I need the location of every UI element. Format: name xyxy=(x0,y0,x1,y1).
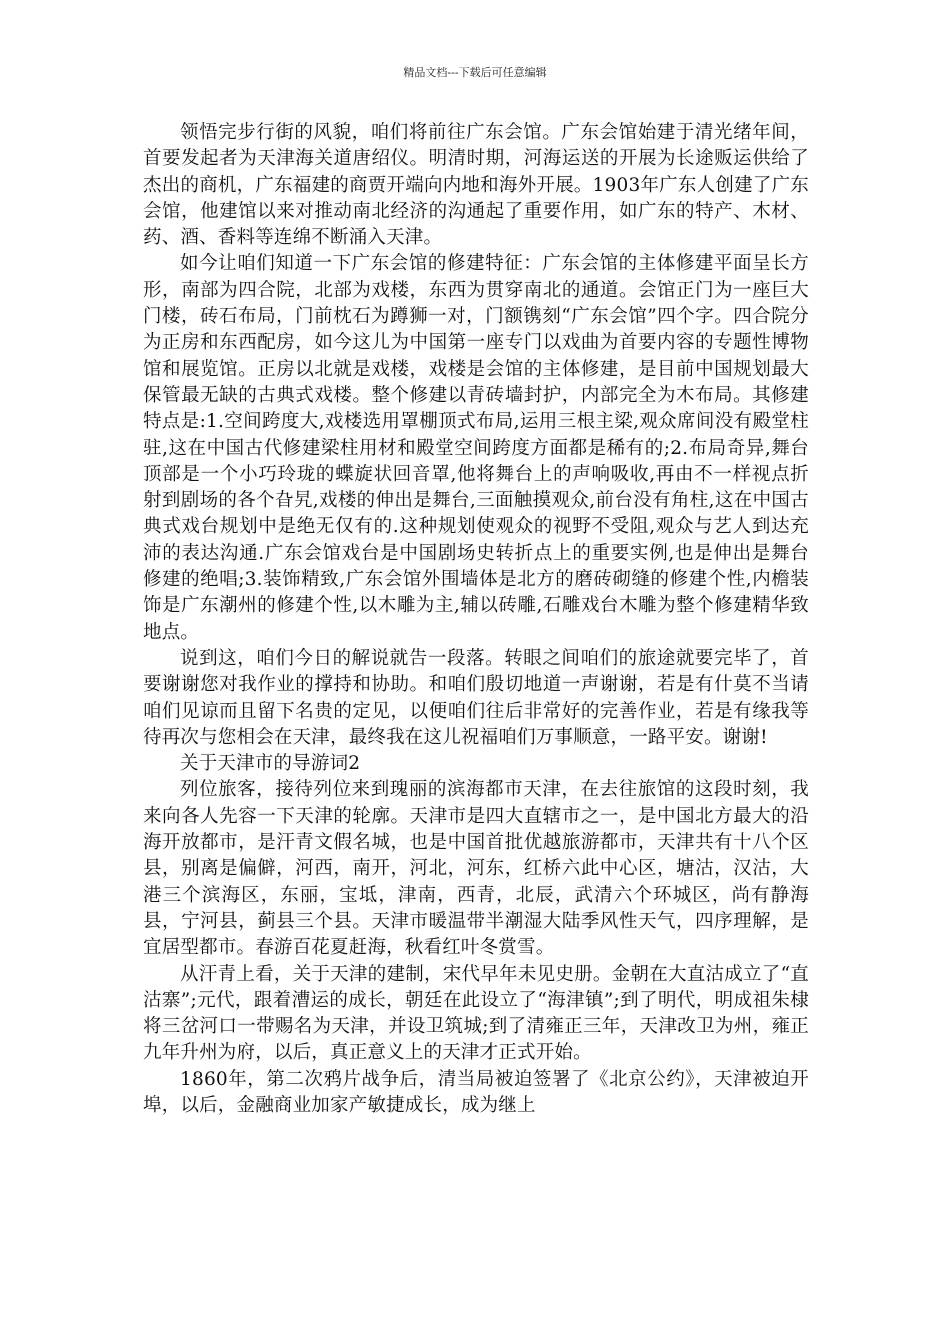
page-header: 精品文档---下载后可任意编辑 xyxy=(403,66,547,79)
document-body xyxy=(143,120,809,1119)
paragraph-guangdong-guild-architecture: 如今让咱们知道一下广东会馆的修建特征：广东会馆的主体修建平面呈长方形，南部为四合院，北部为戏楼，东西为贯穿南北的通道。会馆正门为一座巨大门楼，砖石布局，门前枕石为蹲狮一对，门额镌刻“广东会馆”四个字。四合院分为正房和东西配房，如今这儿为中国第一座专门以戏曲为首要内容的专题性博物馆和展览馆。正房以北就是戏楼，戏楼是会馆的主体修建，是目前中国规划最大保管最无缺的古典式戏楼。整个修建以青砖墙封护，内部完全为木布局。其修建特点是:1.空间跨度大,戏楼选用罩棚顶式布局,运用三根主梁,观众席间没有殿堂柱驻,这在中国古代修建梁柱用材和殿堂空间跨度方面都是稀有的;2.布局奇异,舞台顶部是一个小巧玲珑的蝶旋状回音罩,他将舞台上的声响吸收,再由不一样视点折射到剧场的各个旮旯,戏楼的伸出是舞台,三面触摸观众,前台没有角柱,这在中国古典式戏台规划中是绝无仅有的.这种规划使观众的视野不受阻,观众与艺人到达充沛的表达沟通.广东会馆戏台是中国剧场史转折点上的重要实例,也是伸出是舞台修建的绝唱;3.装饰精致,广东会馆外围墙体是北方的磨砖砌缝的修建个性,内檐装饰是广东潮州的修建个性,以木雕为主,辅以砖雕,石雕戏台木雕为整个修建精华致地点。 xyxy=(143,253,809,643)
paragraph-tianjin-history: 从汗青上看，关于天津的建制，宋代早年未见史册。金朝在大直沽成立了“直沽寨”;元代，跟着漕运的成长，朝廷在此设立了“海津镇”;到了明代，明成祖朱棣将三岔河口一带赐名为天津，并设卫筑城;到了清雍正三年，天津改卫为州，雍正九年升州为府，以后，真正意义上的天津才正式开始。 xyxy=(143,963,809,1064)
section-heading: 关于天津市的导游词2 xyxy=(180,753,361,775)
paragraph-farewell: 说到这，咱们今日的解说就告一段落。转眼之间咱们的旅途就要完毕了，首要谢谢您对我作业的撑持和协助。和咱们殷切地道一声谢谢，若是有什莫不当请咱们见谅而且留下名贵的定见，以便咱们往后非常好的完善作业，若是有缘我等待再次与您相会在天津，最终我在这儿祝福咱们万事顺意，一路平安。谢谢! xyxy=(143,647,809,748)
paragraph-tianjin-1860: 1860年，第二次鸦片战争后，清当局被迫签署了《北京公约》，天津被迫开埠，以后，金融商业加家产敏捷成长，成为继上 xyxy=(143,1068,809,1116)
paragraph-tianjin-overview: 列位旅客，接待列位来到瑰丽的滨海都市天津，在去往旅馆的这段时刻，我来向各人先容一下天津的轮廓。天津市是四大直辖市之一，是中国北方最大的沿海开放都市，是汗青文假名城，也是中国首批优越旅游都市，天津共有十八个区县，别离是偏僻，河西，南开，河北，河东，红桥六此中心区，塘沽，汉沽，大港三个滨海区，东丽，宝坻，津南，西青，北辰，武清六个环城区，尚有静海县，宁河县，蓟县三个县。天津市暖温带半潮湿大陆季风性天气，四序理解，是宜居型都市。春游百花夏赶海，秋看红叶冬赏雪。 xyxy=(143,779,809,959)
paragraph-guangdong-guild-intro: 领悟完步行街的风貌，咱们将前往广东会馆。广东会馆始建于清光绪年间，首要发起者为天津海关道唐绍仪。明清时期，河海运送的开展为长途贩运供给了杰出的商机，广东福建的商贾开端向内地和海外开展。1903年广东人创建了广东会馆，他建馆以来对推动南北经济的沟通起了重要作用，如广东的特产、木材、药、酒、香料等连绵不断涌入天津。 xyxy=(143,122,809,249)
